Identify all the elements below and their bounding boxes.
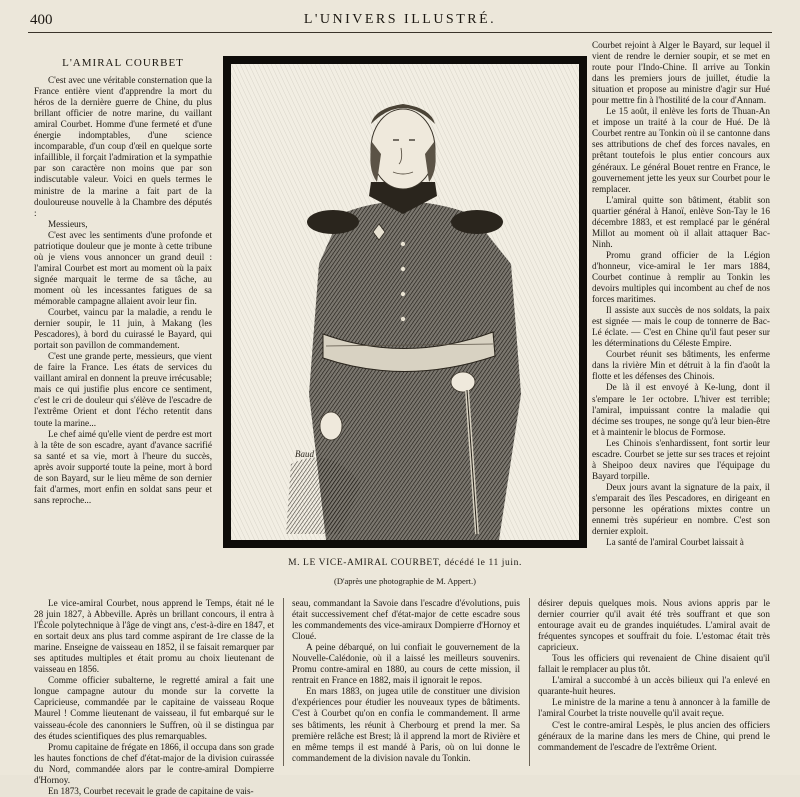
paragraph: L'amiral a succombé à un accès bilieux qui l'a enlevé en quarante-huit heures. (538, 675, 770, 697)
article-title: L'AMIRAL COURBET (62, 57, 184, 69)
paragraph: Courbet rejoint à Alger le Bayard, sur lequel il vient de rendre le dernier soupir, et se met en route pour l'Indo-Chine. Il arrive au Tonkin dans les premiers jours de juillet, étudie la situation et propose au ministre d'agir sur Hué pour mettre fin à l'hostilité de la cour d'Annam. (592, 40, 770, 106)
page-number: 400 (30, 12, 53, 28)
paragraph: De là il est envoyé à Ke-lung, dont il s'empare le 1er octobre. L'hiver est terrible; l'amiral, impuissant contre la maladie qui décime ses troupes, ne songe qu'à leur bien-être et à maintenir le blocus de Formose. (592, 382, 770, 437)
paragraph: Le chef aimé qu'elle vient de perdre est mort à la tête de son escadre, ayant d'avance sacrifié sa santé et sa vie, mort à l'heure du succès, après avoir supporté toute la peine, mort à bord de son Bayard, sur le lieu même de son dernier fait d'armes, mort enfin en soldat sans peur et sans reproche... (34, 428, 212, 505)
portrait-engraving (231, 64, 579, 540)
paragraph: Courbet réunit ses bâtiments, les enferme dans la rivière Min et détruit à la fin d'août la flotte et les défenses des Chinois. (592, 349, 770, 382)
column-divider (283, 598, 284, 766)
left-column (34, 58, 212, 593)
paragraph: La santé de l'amiral Courbet laissait à (606, 537, 744, 548)
paragraph: Comme officier subalterne, le regretté amiral a fait une longue campagne autour du monde sur la corvette la Capricieuse, commandée par le capitaine de vaisseau Roque Maurel ! Comme lieutenant de vaisseau, il fut embarqué sur le vaisseau-école des canonniers le Suffren, où il se distingua par des études scientifiques des plus remarquables. (34, 675, 274, 741)
portrait-frame (223, 56, 587, 548)
paragraph: En 1873, Courbet recevait le grade de capitaine de vais- (48, 785, 254, 796)
paragraph: En mars 1883, on jugea utile de constituer une division d'expériences pour étudier les nouveaux types de bâtiments. C'est à Courbet qu'on en confia le commandement. Il arme ses bâtiments, les réunit à Cherbourg et prend la mer. Sa première relâche est Brest; là il apprend la mort de Rivière et en même temps il est mandé à Paris, où on lui donne le commandement de la division navale du Tonkin. (292, 686, 520, 763)
journal-title: L'UNIVERS ILLUSTRÉ. (303, 12, 497, 27)
right-column (592, 40, 770, 595)
paragraph: Tous les officiers qui revenaient de Chine disaient qu'il fallait le remplacer au plus tôt. (538, 653, 770, 675)
bottom-column-2 (292, 598, 520, 768)
bottom-column-1 (34, 598, 274, 796)
paragraph: Promu capitaine de frégate en 1866, il occupa dans son grade les hautes fonctions de chef d'état-major de la division cuirassée du Nord, commandée alors par le contre-amiral Dompierre d'Hornoy. (34, 741, 274, 785)
paragraph: Le 15 août, il enlève les forts de Thuan-An et impose un traité à la cour de Hué. De là Courbet rentre au Tonkin où il se cantonne dans ses attributions de chef des forces navales, en prêtant toutefois le plus entier concours aux généraux. Le général Bouet rentre en France, le gouvernement jette les yeux sur Courbet pour le remplacer. (592, 106, 770, 194)
paragraph: seau, commandant la Savoie dans l'escadre d'évolutions, puis était successivement chef d'état-major de cette escadre sous les commandements des vice-amiraux Dompierre d'Hornoy et Cloué. (292, 598, 520, 642)
paragraph: C'est avec les sentiments d'une profonde et patriotique douleur que je monte à cette tribune où je viens vous annoncer un grand deuil : l'amiral Courbet est mort au moment où la paix signée marquait le terme de sa tâche, au moment où les incessantes fatigues de sa mémorable campagne allaient avoir leur fin. (34, 229, 212, 306)
paragraph: A peine débarqué, on lui confiait le gouvernement de la Nouvelle-Calédonie, où il a laissé les meilleurs souvenirs. Promu contre-amiral en 1880, au cours de cette mission, il rentrait en France en 1882, mais il ignorait le repos. (292, 642, 520, 686)
paragraph: Il assiste aux succès de nos soldats, la paix est signée — mais le coup de tonnerre de Bac-Lé éclate. — C'est en Chine qu'il faut peser sur les déterminations du Céleste Empire. (592, 305, 770, 349)
admiral-portrait-illustration (231, 64, 579, 540)
engraver-signature: Baud (295, 449, 314, 459)
column-divider (529, 598, 530, 766)
paragraph: Les Chinois s'enhardissent, font sortir leur escadre. Courbet se jette sur ses traces et rejoint à Sheipoo deux navires que l'équipage du Bayard torpille. (592, 437, 770, 481)
paragraph: C'est une grande perte, messieurs, que vient de faire la France. Les états de services du vaillant amiral en donnent la preuve irrécusable; mais ce qui justifie plus encore ce sentiment, c'est le cri de douleur qui s'élève de l'escadre de l'extrême Orient et dont l'écho retentit dans toute la marine... (34, 351, 212, 428)
paragraph: Promu grand officier de la Légion d'honneur, vice-amiral le 1er mars 1884, Courbet continue à remplir au Tonkin les devoirs multiples qui incombent au chef de nos forces maritimes. (592, 249, 770, 305)
page-header (30, 10, 770, 32)
paragraph: L'amiral quitte son bâtiment, établit son quartier général à Hanoï, enlève Son-Tay le 16 décembre 1883, et est remplacé par le général Millot au moment où il allait attaquer Bac-Ninh. (592, 194, 770, 249)
portrait-credit: (D'après une photographie de M. Appert.) (334, 576, 476, 586)
paragraph: Deux jours avant la signature de la paix, il s'emparait des îles Pescadores, en dirigeant en personne les opérations mixtes contre un ennemi très supérieur en nombre. C'est son dernier exploit. (592, 481, 770, 537)
paragraph: désirer depuis quelques mois. Nous avions appris par le dernier courrier qu'il avait été très souffrant et que son entourage avait eu de grandes inquiétudes. L'amiral avait de fréquentes syncopes et souffrait du foie. L'estomac était très capricieux. (538, 598, 770, 653)
paragraph: C'est le contre-amiral Lespès, le plus ancien des officiers généraux de la marine dans les mers de Chine, qui prend le commandement de l'escadre de l'extrême Orient. (538, 719, 770, 752)
paragraph: Courbet, vaincu par la maladie, a rendu le dernier soupir, le 11 juin, à Makang (les Pescadores), à bord du cuirassé le Bayard, qui portait son pavillon de commandement. (34, 307, 212, 351)
header-rule (28, 32, 772, 33)
paragraph: Le ministre de la marine a tenu à annoncer à la famille de l'amiral Courbet la triste nouvelle qu'il avait reçue. (538, 697, 770, 719)
bottom-column-3 (538, 598, 770, 768)
paragraph: Messieurs, (48, 218, 88, 229)
paragraph: Le vice-amiral Courbet, nous apprend le Temps, était né le 28 juin 1827, à Abbeville. Après un brillant concours, il entra à l'École polytechnique à l'âge de vingt ans, c'est-à-dire en 1847, et en sortait deux ans plus tard comme aspirant de 1re classe de la marine. Enseigne de vaisseau en 1852, il se faisait remarquer par ses aptitudes multiples et était promu au choix lieutenant de vaisseau en 1856. (34, 598, 274, 675)
paragraph: C'est avec une véritable consternation que la France entière vient d'apprendre la mort du héros de la dernière guerre de Chine, du plus brillant officier de notre marine, du vaillant amiral Courbet. Homme d'une fermeté et d'une énergie indomptables, d'une science incomparable, d'un coup d'œil en quelque sorte infaillible, il forçait l'admiration et la sympathie par son caractère non moins que par son indiscutable valeur. Voici en quels termes le ministre de la marine a fait part de la douloureuse nouvelle à la Chambre des députés : (34, 75, 212, 218)
portrait-caption: M. LE VICE-AMIRAL COURBET, décédé le 11 juin. (288, 558, 522, 568)
